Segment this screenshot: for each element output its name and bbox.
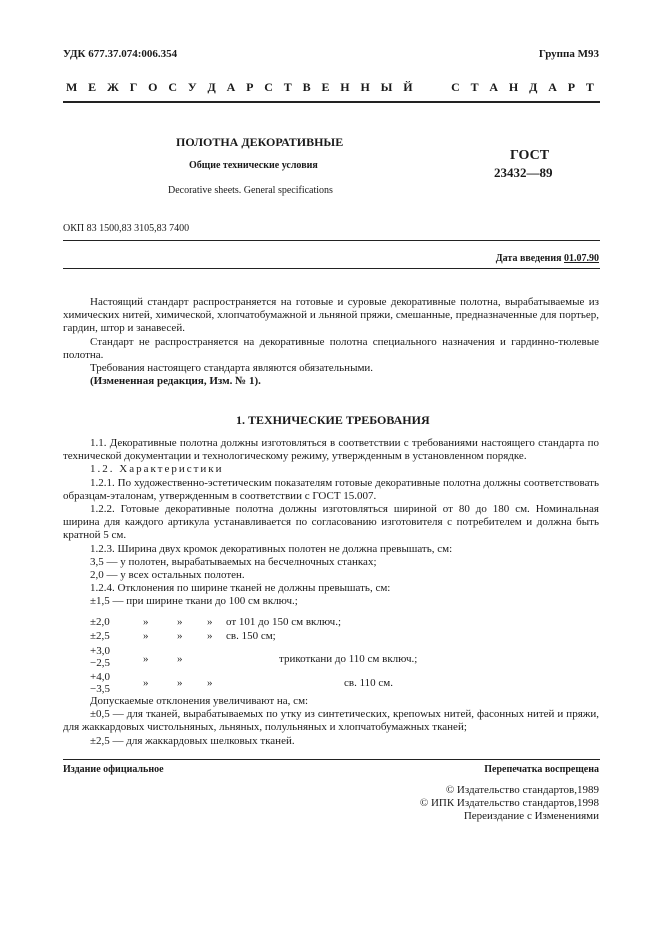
tolerance-minus: −2,5 xyxy=(90,657,110,669)
ditto-mark: » xyxy=(143,677,149,689)
ditto-mark: » xyxy=(207,630,213,642)
edge-width-2: 2,0 — у всех остальных полотен. xyxy=(90,569,245,582)
tolerance-condition: св. 150 см; xyxy=(226,630,276,642)
banner-letter: Н xyxy=(360,80,370,94)
ditto-mark: » xyxy=(207,677,213,689)
banner-letter: А xyxy=(548,80,557,94)
banner-letter xyxy=(437,80,440,95)
copyright-1998: © ИПК Издательство стандартов,1998 xyxy=(419,797,599,809)
banner-letter: Т xyxy=(283,80,292,94)
banner-letter: Г xyxy=(129,80,138,94)
tolerance-condition: трикоткани до 110 см включ.; xyxy=(279,653,418,665)
okp-codes: ОКП 83 1500,83 3105,83 7400 xyxy=(63,223,190,234)
banner-letter: Н xyxy=(340,80,350,94)
interstate-standard-banner xyxy=(66,80,594,95)
clause-1-2-4: 1.2.4. Отклонения по ширине тканей не должны превышать, см: xyxy=(90,582,391,595)
english-title: Decorative sheets. General specifications xyxy=(168,185,333,196)
copyright-1989: © Издательство стандартов,1989 xyxy=(445,784,599,796)
banner-letter: Т xyxy=(585,80,594,94)
banner-letter: Д xyxy=(207,80,216,94)
official-edition: Издание официальное xyxy=(63,764,164,775)
intro-paragraph-scope: Настоящий стандарт распространяется на готовые и суровые декоративные полотна, вырабатываемые из химических нитей, химической, хлопчатобумажной и льняной пряжи, смешанные, предназначенные для портьер, гардин, штор и занавесей. xyxy=(63,296,599,335)
banner-letter: Й xyxy=(403,80,413,94)
banner-letter: Т xyxy=(470,80,479,94)
reprint-forbidden: Перепечатка воспрещена xyxy=(484,764,599,775)
clause-1-2: 1.2. Характеристики xyxy=(90,463,224,476)
banner-letter: А xyxy=(226,80,236,94)
banner-letter: Р xyxy=(246,80,254,94)
banner-letter: Е xyxy=(321,80,330,94)
section-heading: 1. ТЕХНИЧЕСКИЕ ТРЕБОВАНИЯ xyxy=(236,413,430,427)
ditto-mark: » xyxy=(143,653,149,665)
clause-1-2-2: 1.2.2. Готовые декоративные полотна должны изготовляться шириной от 80 до 180 см. Номинальная ширина для каждого артикула устанавливается по согласованию изготовителя с потребителем и должна быть кратной 5 см. xyxy=(63,503,599,542)
reissue-note: Переиздание с Изменениями xyxy=(463,810,599,822)
clause-1-1: 1.1. Декоративные полотна должны изготовляться в соответствии с требованиями настоящего стандарта по технической документации и технологическому режиму, утвержденным в установленном порядке. xyxy=(63,437,599,463)
intro-text xyxy=(63,296,599,388)
tolerance-plus: +4,0 xyxy=(90,671,110,683)
section-body-continued xyxy=(63,695,599,748)
gost-label: ГОСТ xyxy=(510,148,550,163)
ditto-mark: » xyxy=(177,677,183,689)
footer-rule xyxy=(63,759,600,760)
tolerance-condition: св. 110 см. xyxy=(344,677,394,689)
banner-letter: М xyxy=(66,80,78,94)
clause-1-2-3: 1.2.3. Ширина двух кромок декоративных полотен не должна превышать, см: xyxy=(90,542,453,555)
allowed-deviation-2: ±2,5 — для жаккардовых шелковых тканей. xyxy=(90,734,295,747)
clause-1-2-1: 1.2.1. По художественно-эстетическим показателям готовые декоративные полотна должны соответствовать образцам-эталонам, утвержденным в соответствии с ГОСТ 15.007. xyxy=(63,476,599,502)
udc-code: УДК 677.37.074:006.354 xyxy=(63,48,178,60)
introduction-date-value: 01.07.90 xyxy=(564,253,599,264)
gost-number: 23432—89 xyxy=(494,165,553,180)
intro-paragraph-exclusion: Стандарт не распространяется на декоративные полотна специального назначения и гардинно-тюлевые полотна. xyxy=(63,335,599,361)
ditto-mark: » xyxy=(177,616,183,628)
banner-letter: В xyxy=(302,80,311,94)
banner-letter: С xyxy=(451,80,460,94)
banner-letter: Ж xyxy=(107,80,119,94)
tolerance-value: ±2,0 xyxy=(90,616,110,628)
allowed-deviation-1: ±0,5 — для тканей, вырабатываемых по утку из синтетических, крепowых нитей, фасонных нитей и пряжи, для жаккардовых чистольняных, льняных, полульняных и хлопчатобумажных тканей; xyxy=(63,708,599,734)
document-subtitle: Общие технические условия xyxy=(189,160,318,171)
tolerance-plus: +3,0 xyxy=(90,645,110,657)
introduction-date-label: Дата введения xyxy=(495,253,562,264)
banner-letter: Ы xyxy=(380,80,393,94)
banner-letter: С xyxy=(168,80,178,94)
banner-letter: С xyxy=(264,80,273,94)
tolerance-condition: от 101 до 150 см включ.; xyxy=(226,616,342,628)
edge-width-1: 3,5 — у полотен, вырабатываемых на бесчелночных станках; xyxy=(90,555,377,568)
document-title: ПОЛОТНА ДЕКОРАТИВНЫЕ xyxy=(176,135,344,149)
allowed-deviation-intro: Допускаемые отклонения увеличивают на, см: xyxy=(90,695,309,707)
ditto-mark: » xyxy=(207,616,213,628)
intro-paragraph-mandatory: Требования настоящего стандарта являются обязательными. xyxy=(90,362,374,375)
tolerance-row-1: ±1,5 — при ширине ткани до 100 см включ.; xyxy=(90,595,298,608)
banner-letter: Н xyxy=(508,80,519,94)
ditto-mark: » xyxy=(177,653,183,665)
banner-letter: А xyxy=(489,80,499,94)
tolerance-minus: −3,5 xyxy=(90,683,110,695)
banner-letter: Д xyxy=(529,80,538,94)
banner-letter: Е xyxy=(88,80,97,94)
banner-letter: О xyxy=(148,80,158,94)
okp-rule xyxy=(63,240,600,241)
banner-letter: Р xyxy=(567,80,576,94)
group-code: Группа М93 xyxy=(538,48,599,60)
tolerance-row-2 xyxy=(90,616,110,629)
date-rule xyxy=(63,268,600,269)
header-rule xyxy=(63,101,600,103)
tolerance-value: ±2,5 xyxy=(90,630,110,642)
introduction-date xyxy=(496,253,599,265)
section-body xyxy=(63,437,599,609)
ditto-mark: » xyxy=(143,616,149,628)
ditto-mark: » xyxy=(143,630,149,642)
banner-letter: У xyxy=(187,80,197,94)
banner-letter xyxy=(423,80,426,95)
intro-paragraph-amendment: (Измененная редакция, Изм. № 1). xyxy=(90,375,261,388)
ditto-mark: » xyxy=(177,630,183,642)
